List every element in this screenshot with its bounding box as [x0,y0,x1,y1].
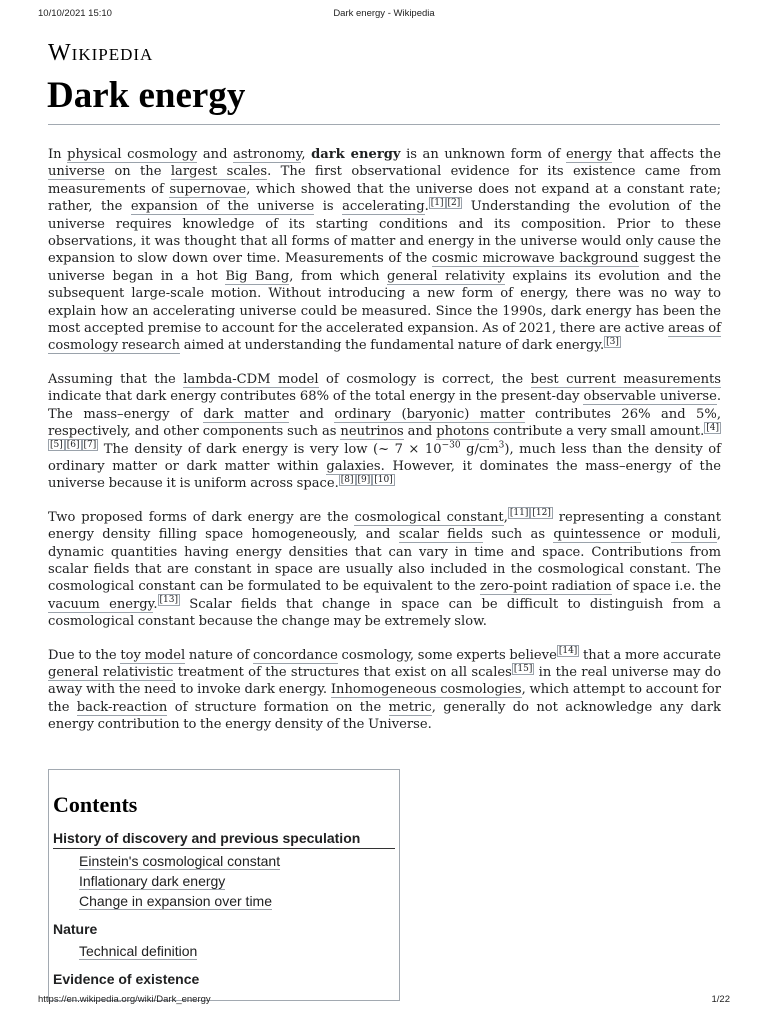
intro-paragraph-4 [48,647,721,734]
link-areas-of-cosmology-research[interactable]: areas of cosmology research [48,321,721,354]
link-observable-universe[interactable]: observable universe [583,389,717,405]
table-of-contents [48,769,400,1001]
citation-7[interactable] [82,439,99,451]
exponent-neg30: −30 [441,440,461,451]
link-best-current-measurements[interactable]: best current measurements [530,371,721,387]
citation-11[interactable] [508,507,530,519]
citation-10[interactable] [372,474,394,486]
link-scalar-fields[interactable]: scalar fields [398,527,483,543]
link-largest-scales[interactable]: largest scales [170,164,268,180]
citation-label: [3] [606,337,619,348]
text: nature of [185,647,254,663]
citation-9[interactable] [356,474,373,486]
text: or [640,527,672,543]
link-photons[interactable]: photons [436,424,490,440]
link-ordinary-baryonic-matter[interactable]: ordinary (baryonic) matter [334,406,525,422]
link-quintessence[interactable]: quintessence [553,527,641,543]
link-moduli[interactable]: moduli [671,527,717,543]
article-body [48,146,721,750]
text: Understanding the evolution of the universe requires knowledge of its starting conditions and its composition. Prior to these observations, it was thought that all forms of matter and energy in the universe would only cause the expansion to slow down over time. Measurements of the [48,199,722,267]
toc-item-label: Technical definition [79,943,198,959]
text: such as [482,527,554,543]
text: explains its evolution and the subsequent large-scale motion. Without introducing a new form of energy, there was no way to explain how an accelerating universe could be measured. Since the 1990s, dark energy has been the most accepted premise to account for the accelerated expansion. As of 2021, there are active [48,268,721,337]
link-cosmological-constant[interactable]: cosmological constant [354,509,504,525]
link-energy[interactable]: energy [565,147,612,162]
link-neutrinos[interactable]: neutrinos [340,424,404,440]
intro-paragraph-2 [48,371,721,493]
citation-label: [10] [374,474,393,485]
intro-paragraph-3 [48,509,721,631]
link-inhomogeneous-cosmologies[interactable]: Inhomogeneous cosmologies [330,682,522,698]
citation-12[interactable] [530,507,552,519]
text: , from which [289,268,388,284]
citation-3[interactable] [604,336,621,348]
citation-8[interactable] [339,474,356,486]
citation-label: [2] [447,197,461,208]
text: contributes 26% and 5%, respectively, and other components such as [48,406,721,440]
print-page-count: 1/22 [711,994,730,1005]
toc-item-nature[interactable]: Nature [53,921,98,937]
text: is an unknown form of [400,147,566,162]
link-general-relativity[interactable]: general relativity [387,268,505,284]
citation-label: [6] [66,440,80,451]
toc-item-label: Einstein's cosmological constant [79,853,281,869]
text: . The mass–energy of [48,389,721,422]
text: and [403,424,437,440]
citation-label: [4] [706,422,719,433]
citation-label: [7] [83,440,97,451]
link-vacuum-energy[interactable]: vacuum energy [48,596,154,612]
toc-item-inflationary-dark-energy[interactable] [53,871,395,891]
text: In [48,147,68,162]
text: treatment of the structures that exist on all scales [173,664,512,680]
page-title: Dark energy [47,75,246,116]
text: , dynamic quantities having energy densities that can vary in time and space. Contributions from scalar fields that are constant in space are usually also included in the cosmological constant. The cosmological constant can be formulated to be equivalent to the [48,527,722,595]
text: Two proposed forms of dark energy are the [48,509,355,525]
print-page-title: Dark energy - Wikipedia [333,8,435,19]
citation-1[interactable] [429,197,446,209]
text: , which showed that the universe does not expand at a constant rate; rather, the [48,181,721,215]
exponent-3: 3 [498,440,505,451]
title-divider [48,124,720,125]
text: indicate that dark energy contributes 68% of the total energy in the present-day [48,389,584,405]
text: , [503,509,508,525]
text: representing a constant energy density filling space homogeneously, and [48,509,721,543]
link-zero-point-radiation[interactable]: zero-point radiation [479,579,612,595]
toc-item-change-in-expansion[interactable] [53,891,395,911]
text: Scalar fields that change in space can be difficult to distinguish from a cosmological constant because the change may be extremely slow. [48,596,721,630]
print-header [38,8,730,22]
link-galaxies[interactable]: galaxies [326,458,381,474]
text: . [153,596,158,612]
toc-list [53,828,395,991]
text: contribute a very small amount. [489,424,705,440]
link-lambda-cdm-model[interactable]: lambda-CDM model [183,371,319,387]
toc-item-einsteins-constant[interactable] [53,851,395,871]
citation-2[interactable] [446,197,463,209]
link-physical-cosmology[interactable]: physical cosmology [67,147,198,162]
text: of space i.e. the [611,579,722,595]
citation-label: [1] [430,197,444,208]
text: . The first observational evidence for its existence came from measurements of [48,164,721,197]
citation-6[interactable] [65,439,82,451]
wikipedia-wordmark[interactable]: Wikipedia [48,40,154,66]
text: Assuming that the [48,371,184,387]
citation-label: [11] [509,508,529,519]
citation-label: [13] [159,595,178,606]
text: suggest the universe began in a hot [48,251,721,284]
citation-5[interactable] [48,439,65,451]
link-general-relativistic[interactable]: general relativistic [48,664,174,680]
link-supernovae[interactable]: supernovae [169,181,247,197]
link-astronomy[interactable]: astronomy [233,147,302,162]
text: of structure formation on the [167,699,389,715]
text: on the [104,164,171,180]
link-toy-model[interactable]: toy model [120,647,186,663]
citation-label: [9] [357,474,371,485]
link-big-bang[interactable]: Big Bang [225,268,290,284]
toc-title: Contents [53,792,138,817]
text: Due to the [48,647,121,663]
citation-label: [8] [340,474,354,485]
citation-14[interactable] [557,645,579,657]
text: cosmology, some experts believe [337,647,557,663]
text: . [424,199,429,215]
citation-label: [15] [513,663,533,674]
citation-label: [12] [532,508,551,519]
text: aimed at understanding the fundamental nature of dark energy. [180,338,605,354]
print-url: https://en.wikipedia.org/wiki/Dark_energy [38,994,211,1005]
print-footer [38,994,730,1008]
text: that affects the [611,147,721,162]
text: in the real universe may do away with the need to invoke dark energy. [48,664,721,698]
text: and [197,147,234,162]
link-concordance[interactable]: concordance [253,647,338,663]
text: and [288,406,335,422]
toc-item-label: Inflationary dark energy [79,873,226,889]
text: g/cm [460,441,499,457]
link-cosmic-microwave-background[interactable]: cosmic microwave background [431,251,639,267]
toc-item-technical-definition[interactable] [53,941,395,961]
text: , which attempt to account for the [48,682,721,715]
text: ), much less than the density of ordinary matter or dark matter within [48,441,721,474]
toc-item-history[interactable]: History of discovery and previous speculation [53,828,395,849]
intro-paragraph-1 [48,146,721,355]
link-universe[interactable]: universe [48,164,105,180]
citation-4[interactable] [704,422,721,434]
text: that a more accurate [579,647,721,663]
link-back-reaction[interactable]: back-reaction [76,699,168,715]
bold-term-dark-energy: dark energy [311,147,401,162]
text: , [301,147,312,162]
print-timestamp: 10/10/2021 15:10 [38,8,112,19]
link-dark-matter[interactable]: dark matter [203,406,289,422]
text: , generally do not acknowledge any dark energy contribution to the energy density of the Universe. [48,699,721,733]
link-metric[interactable]: metric [388,699,432,715]
toc-spacer [53,911,395,919]
citation-label: [5] [50,440,63,451]
citation-label: [14] [558,646,578,657]
link-expansion-of-the-universe[interactable]: expansion of the universe [130,199,315,215]
toc-item-evidence[interactable]: Evidence of existence [53,971,200,987]
text: is [314,199,343,215]
text: of cosmology is correct, the [318,371,531,387]
text: The density of dark energy is very low (~ 7 × 10 [98,441,442,457]
citation-13[interactable] [158,594,180,606]
toc-spacer [53,961,395,969]
citation-15[interactable] [512,663,534,675]
text: . However, it dominates the mass–energy of the universe because it is uniform across space. [48,458,721,492]
link-accelerating[interactable]: accelerating [342,199,425,215]
toc-item-label: Change in expansion over time [79,893,273,909]
